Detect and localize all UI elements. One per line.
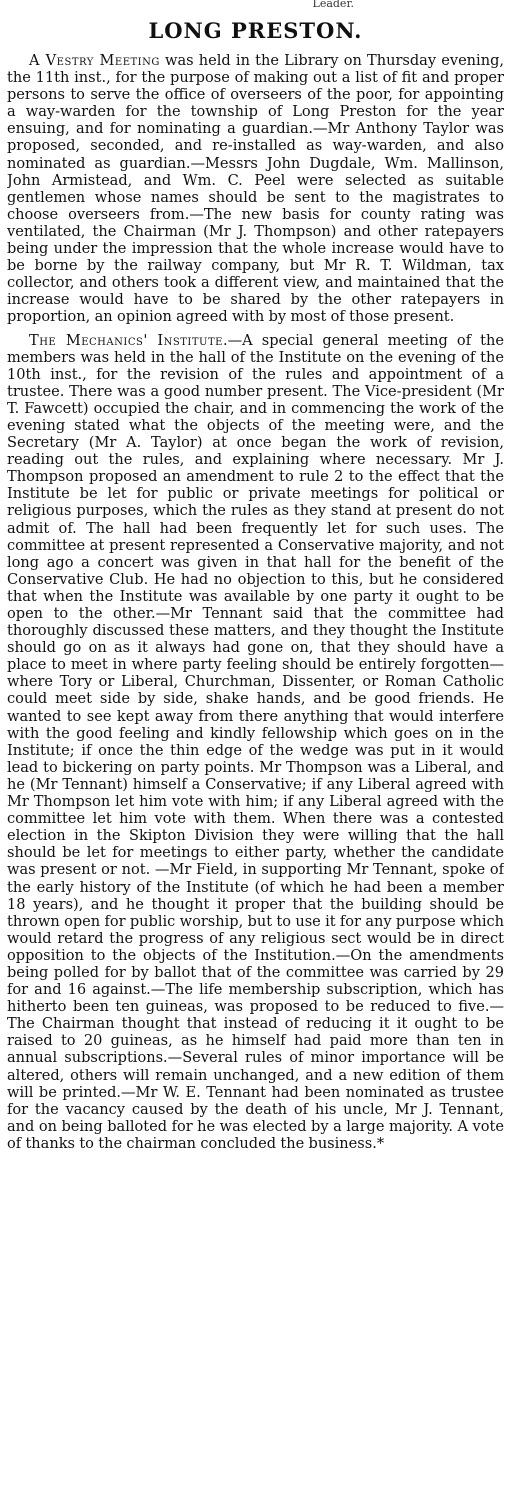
newspaper-column <box>7 0 504 1500</box>
paragraph-lead-vestry-meeting: A Vestry Meeting <box>29 52 160 69</box>
article-headline: LONG PRESTON. <box>148 18 363 43</box>
paragraph-lead-mechanics-institute: The Mechanics' Institute <box>29 331 223 349</box>
paragraph-body-vestry-meeting: was held in the Library on Thursday evening, the 11th inst., for the purpose of making out a list of fit and proper persons to serve the office of overseers of the poor, for appointing a way-warden for the township of Long Preston for the year ensuing, and for nominating a guardian.—Mr Anthony Taylor was proposed, seconded, and re-installed as way-warden, and also nominated as guardian.—Messrs John Dugdale, Wm. Mallinson, John Armistead, and Wm. C. Peel were selected as suitable gentlemen whose names should be sent to the magistrates to choose overseers from.—The new basis for county rating was ventilated, the Chairman (Mr J. Thompson) and other ratepayers being under the impression that the whole increase would have to be borne by the railway company, but Mr R. T. Wildman, tax collector, and others took a different view, and maintained that the increase would have to be shared by the other ratepayers in proportion, an opinion agreed with by most of those present. <box>7 52 504 326</box>
previous-article-fragment: Leader. <box>312 0 354 8</box>
article-paragraph-mechanics-institute <box>7 332 504 1153</box>
paragraph-body-mechanics-institute: .—A special general meeting of the members was held in the hall of the Institute on the evening of the 10th inst., for the revision of the rules and appointment of a trustee. There was a good number present. The Vice-president (Mr T. Fawcett) occupied the chair, and in commencing the work of the evening stated what the objects of the meeting were, and the Secretary (Mr A. Taylor) at once began the work of revision, reading out the rules, and explaining where necessary. Mr J. Thompson proposed an amendment to rule 2 to the effect that the Institute be let for public or private meetings for political or religious purposes, which the rules as they stand at present do not admit of. The hall had been frequently let for such uses. The committee at present represented a Conservative majority, and not long ago a concert was given in that hall for the benefit of the Conservative Club. He had no objection to this, but he considered that when the Institute was available by one party it ought to be open to the other.—Mr Tennant said that the committee had thoroughly discussed these matters, and they thought the Institute should go on as it always had gone on, that they should have a place to meet in where party feeling should be entirely forgotten—where Tory or Liberal, Churchman, Dissenter, or Roman Catholic could meet side by side, shake hands, and be good friends. He wanted to see kept away from there anything that would interfere with the good feeling and kindly fellowship which goes on in the Institute; if once the thin edge of the wedge was put in it would lead to bickering on party points. Mr Thompson was a Liberal, and he (Mr Tennant) himself a Conservative; if any Liberal agreed with Mr Thompson let him vote with him; if any Liberal agreed with the committee let him vote with them. When there was a contested election in the Skipton Division they were willing that the hall should be let for meetings to either party, whether the candidate was present or not. —Mr Field, in supporting Mr Tennant, spoke of the early history of the Institute (of which he had been a member 18 years), and he thought it proper that the building should be thrown open for public worship, but to use it for any purpose which would retard the progress of any religious sect would be in direct opposition to the objects of the Institution.—On the amendments being polled for by ballot that of the committee was carried by 29 for and 16 against.—The life membership subscription, which has hitherto been ten guineas, was proposed to be reduced to five.—The Chairman thought that instead of reducing it it ought to be raised to 20 guineas, as he himself had paid more than ten in annual subscriptions.—Several rules of minor importance will be altered, others will remain unchanged, and a new edition of them will be printed.—Mr W. E. Tennant had been nominated as trustee for the vacancy caused by the death of his uncle, Mr J. Tennant, and on being balloted for he was elected by a large majority. A vote of thanks to the chairman concluded the business.* <box>7 331 504 1152</box>
article-paragraph-vestry-meeting <box>7 52 504 326</box>
